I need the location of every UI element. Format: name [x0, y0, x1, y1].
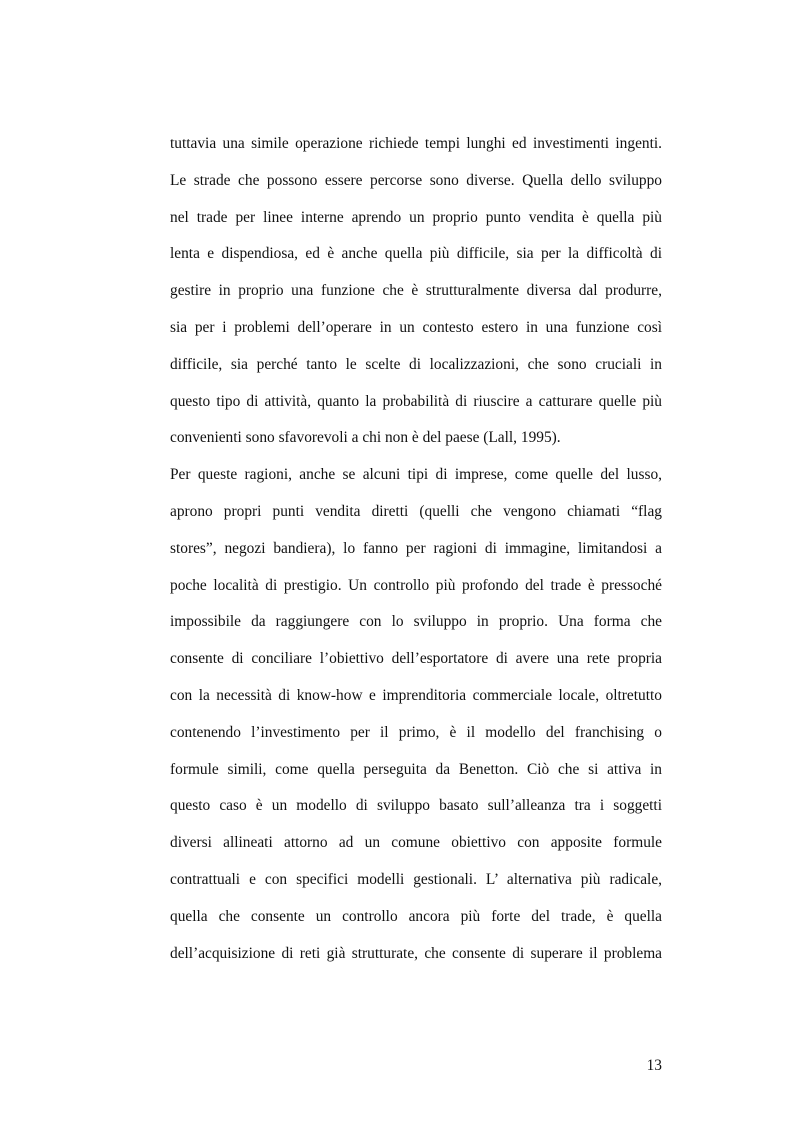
text-line: sia per i problemi dell’operare in un contesto estero in una funzione così: [170, 318, 662, 336]
text-line: questo caso è un modello di sviluppo basato sull’alleanza tra i soggetti: [170, 797, 662, 815]
page-number: 13: [646, 1057, 662, 1074]
text-line: con la necessità di know-how e imprenditoria commerciale locale, oltretutto: [170, 686, 662, 704]
paragraph-2: [170, 457, 662, 972]
text-line: formule simili, come quella perseguita da Benetton. Ciò che si attiva in: [170, 760, 662, 778]
text-line: diversi allineati attorno ad un comune obiettivo con apposite formule: [170, 834, 662, 852]
text-line: stores”, negozi bandiera), lo fanno per ragioni di immagine, limitandosi a: [170, 539, 662, 557]
text-line: poche località di prestigio. Un controllo più profondo del trade è pressoché: [170, 576, 662, 594]
paragraph-1: [170, 126, 662, 457]
text-line: questo tipo di attività, quanto la probabilità di riuscire a catturare quelle più: [170, 392, 662, 410]
text-line: tuttavia una simile operazione richiede tempi lunghi ed investimenti ingenti.: [170, 135, 662, 152]
text-line: Le strade che possono essere percorse sono diverse. Quella dello sviluppo: [170, 171, 662, 189]
text-line: Per queste ragioni, anche se alcuni tipi di imprese, come quelle del lusso,: [170, 466, 662, 484]
text-line: impossibile da raggiungere con lo sviluppo in proprio. Una forma che: [170, 613, 662, 631]
text-line: consente di conciliare l’obiettivo dell’esportatore di avere una rete propria: [170, 650, 662, 668]
text-line: dell’acquisizione di reti già strutturate, che consente di superare il problema: [170, 944, 662, 962]
text-line: contrattuali e con specifici modelli gestionali. L’ alternativa più radicale,: [170, 870, 662, 888]
text-line: quella che consente un controllo ancora più forte del trade, è quella: [170, 907, 662, 925]
text-line: contenendo l’investimento per il primo, è il modello del franchising o: [170, 723, 662, 741]
text-line: difficile, sia perché tanto le scelte di localizzazioni, che sono cruciali in: [170, 355, 662, 373]
text-line: convenienti sono sfavorevoli a chi non è del paese (Lall, 1995).: [170, 429, 561, 447]
text-line: gestire in proprio una funzione che è strutturalmente diversa dal produrre,: [170, 282, 662, 300]
text-line: lenta e dispendiosa, ed è anche quella più difficile, sia per la difficoltà di: [170, 245, 662, 263]
text-line: aprono propri punti vendita diretti (quelli che vengono chiamati “flag: [170, 502, 662, 520]
text-line: nel trade per linee interne aprendo un proprio punto vendita è quella più: [170, 208, 662, 226]
body-text: [170, 126, 662, 972]
